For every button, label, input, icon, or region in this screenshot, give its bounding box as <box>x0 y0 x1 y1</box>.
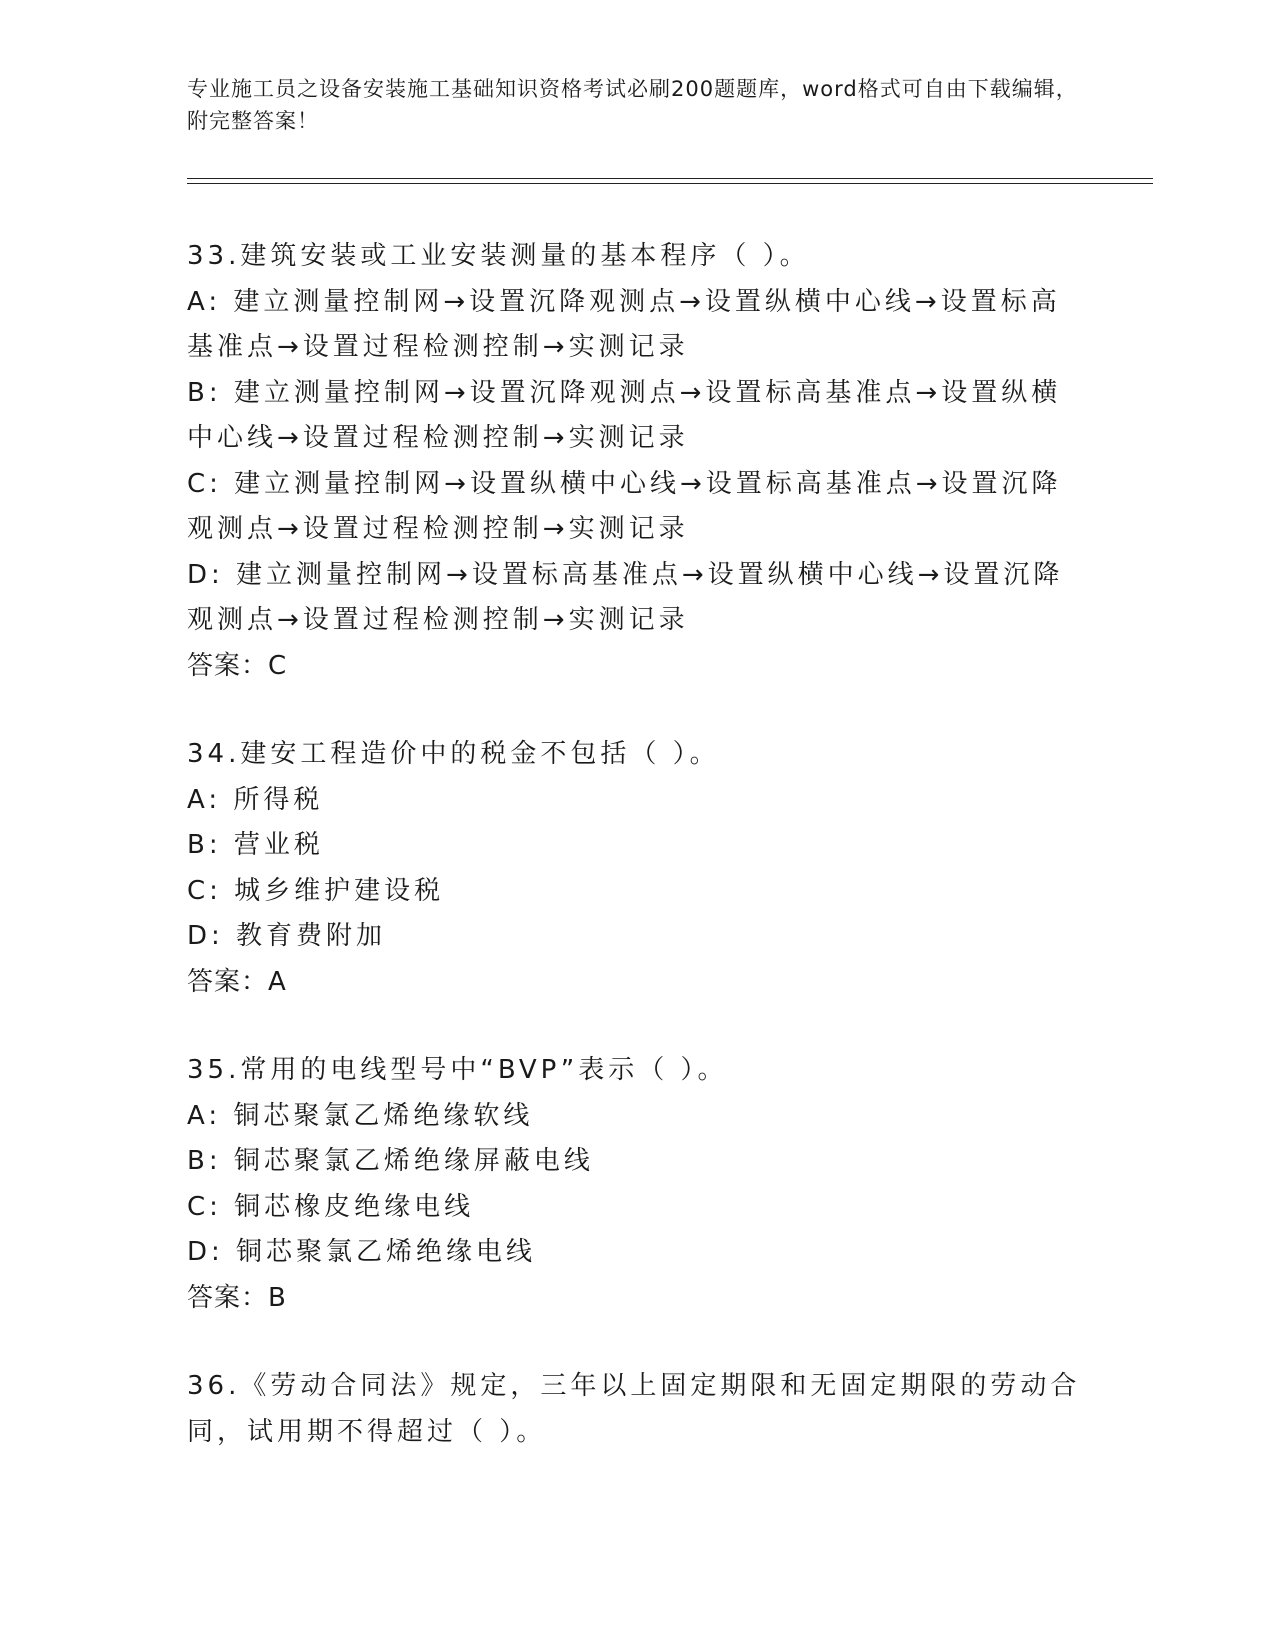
question-36 <box>187 1364 1087 1455</box>
question-stem: 33.建筑安装或工业安装测量的基本程序（ ）。 <box>187 241 810 271</box>
answer: 答案：B <box>187 1282 287 1313</box>
option-b: B: 建立测量控制网→设置沉降观测点→设置标高基准点→设置纵横中心线→设置过程检测控制→实测记录 <box>187 377 1062 453</box>
question-stem: 34.建安工程造价中的税金不包括（ ）。 <box>187 739 720 769</box>
option-a: A: 铜芯聚氯乙烯绝缘软线 <box>187 1100 534 1131</box>
header-divider <box>187 183 1153 184</box>
question-33 <box>187 234 1087 689</box>
option-d: D: 铜芯聚氯乙烯绝缘电线 <box>187 1237 537 1267</box>
answer: 答案：C <box>187 650 288 681</box>
option-d: D: 建立测量控制网→设置标高基准点→设置纵横中心线→设置沉降观测点→设置过程检测控制→实测记录 <box>187 559 1064 635</box>
question-35 <box>187 1048 1087 1321</box>
question-stem: 35.常用的电线型号中“BVP”表示（ ）。 <box>187 1055 728 1085</box>
question-list <box>187 234 1087 1455</box>
answer: 答案：A <box>187 966 287 997</box>
option-a: A: 所得税 <box>187 784 324 815</box>
option-a: A: 建立测量控制网→设置沉降观测点→设置纵横中心线→设置标高基准点→设置过程检测控制→实测记录 <box>187 286 1061 362</box>
option-c: C: 铜芯橡皮绝缘电线 <box>187 1191 475 1222</box>
question-spacer <box>187 689 1087 732</box>
option-b: B: 营业税 <box>187 830 324 860</box>
question-spacer <box>187 1005 1087 1048</box>
header-divider <box>187 178 1153 179</box>
option-c: C: 城乡维护建设税 <box>187 875 445 906</box>
option-d: D: 教育费附加 <box>187 921 387 951</box>
question-34 <box>187 732 1087 1005</box>
question-spacer <box>187 1321 1087 1364</box>
option-c: C: 建立测量控制网→设置纵横中心线→设置标高基准点→设置沉降观测点→设置过程检测控制→实测记录 <box>187 468 1062 544</box>
option-b: B: 铜芯聚氯乙烯绝缘屏蔽电线 <box>187 1146 594 1176</box>
document-header: 专业施工员之设备安装施工基础知识资格考试必刷200题题库，word格式可自由下载编辑，附完整答案！ <box>187 77 1078 133</box>
question-stem: 36.《劳动合同法》规定，三年以上固定期限和无固定期限的劳动合同，试用期不得超过（ ）。 <box>187 1371 1081 1447</box>
